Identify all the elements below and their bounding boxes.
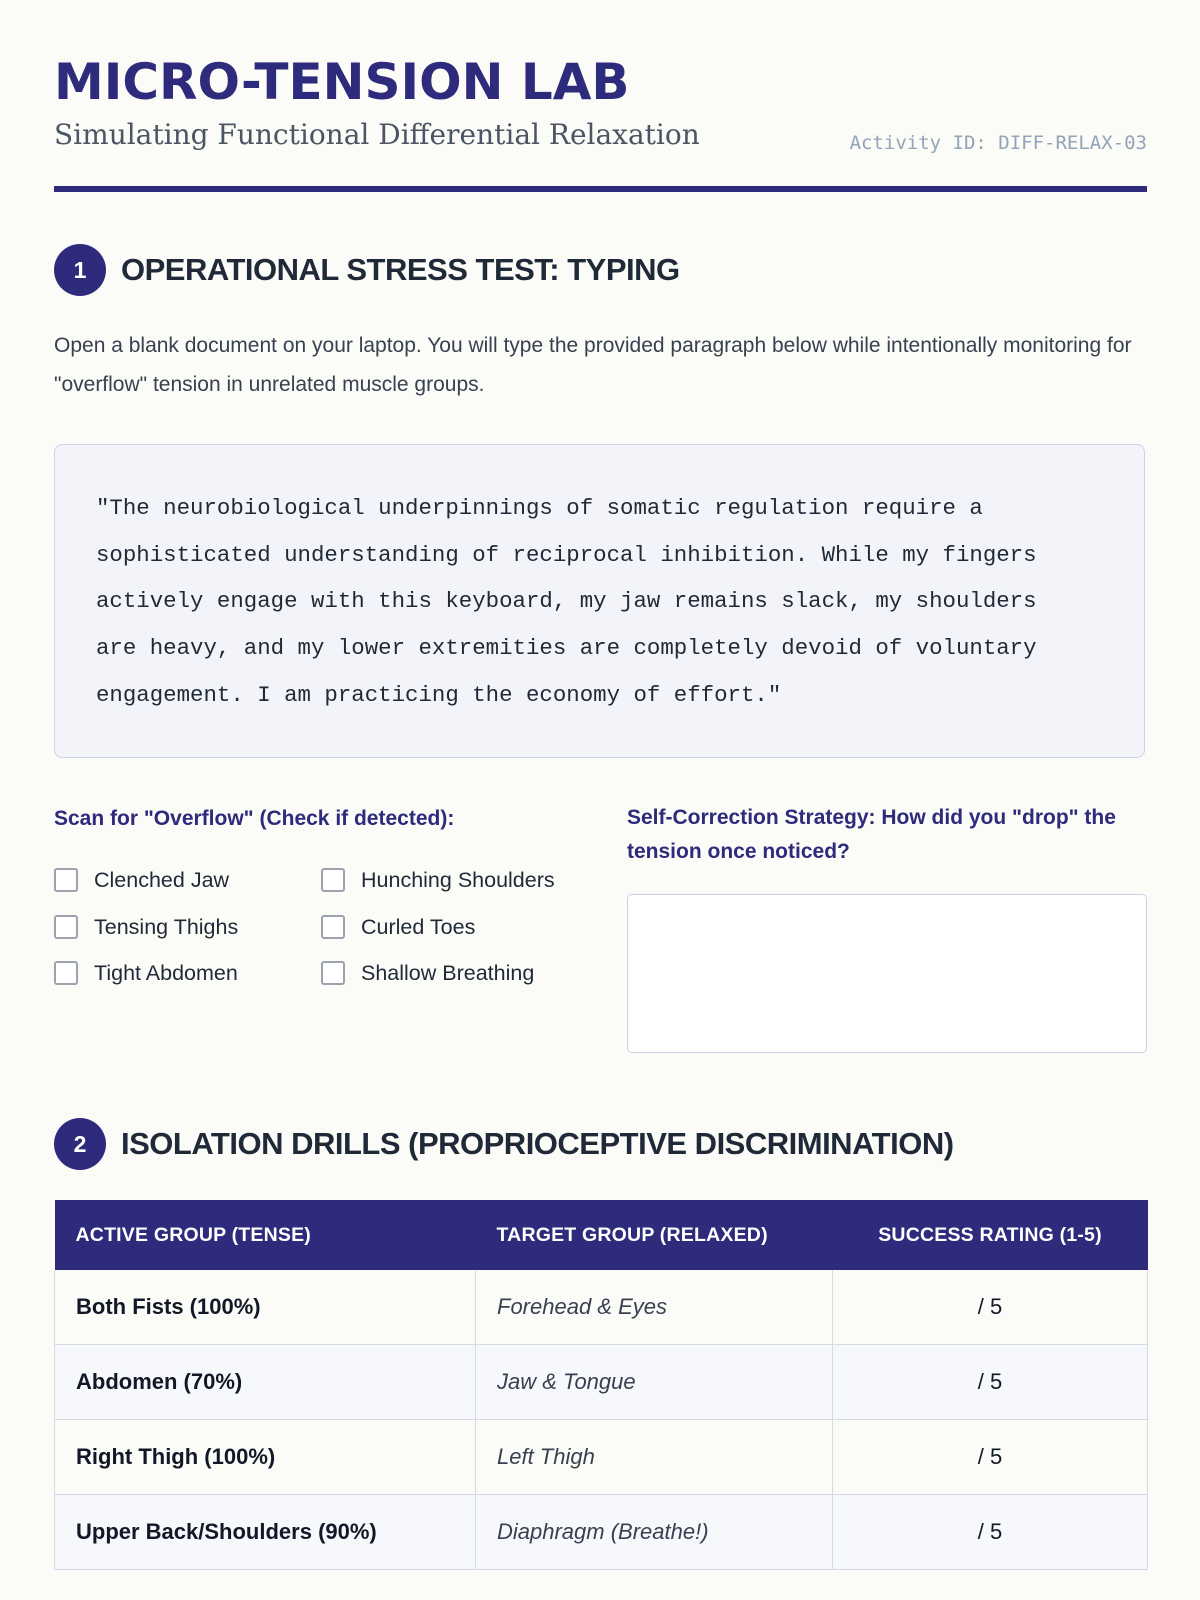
overflow-scan-label: Scan for "Overflow" (Check if detected): — [54, 807, 455, 830]
active-group-cell: Right Thigh (100%) — [55, 1420, 476, 1495]
section-1-heading — [54, 242, 1147, 298]
active-group-cell: Both Fists (100%) — [55, 1270, 476, 1345]
checklist-item-curled-toes[interactable] — [321, 913, 475, 941]
target-group-cell: Jaw & Tongue — [476, 1345, 833, 1420]
table-row — [55, 1420, 1148, 1495]
checklist-item-label: Tight Abdomen — [94, 960, 238, 985]
column-header-active-group: ACTIVE GROUP (TENSE) — [55, 1200, 476, 1270]
isolation-drills-table — [54, 1200, 1148, 1570]
target-group-cell: Diaphragm (Breathe!) — [476, 1495, 833, 1570]
self-correction-label: Self-Correction Strategy: How did you "drop" the tension once noticed? — [627, 806, 1116, 863]
typing-passage — [96, 485, 1104, 719]
checkbox[interactable] — [54, 961, 78, 985]
typing-passage-line: engagement. I am practicing the economy of effort." — [96, 681, 782, 708]
checklist-item-tensing-thighs[interactable] — [54, 913, 238, 941]
checklist-item-label: Shallow Breathing — [361, 960, 535, 985]
section-1-number-badge: 1 — [54, 244, 106, 296]
table-row — [55, 1495, 1148, 1570]
page-title: MICRO-TENSION LAB — [54, 53, 630, 111]
typing-passage-line: are heavy, and my lower extremities are completely devoid of voluntary — [96, 635, 1037, 662]
section-1-instructions: Open a blank document on your laptop. You will type the provided paragraph below while intentionally monitoring for "overflow" tension in unrelated muscle groups. — [54, 334, 1132, 396]
checkbox[interactable] — [54, 868, 78, 892]
typing-passage-line: "The neurobiological underpinnings of somatic regulation require a — [96, 495, 983, 521]
column-header-success-rating: SUCCESS RATING (1-5) — [833, 1200, 1148, 1270]
active-group-cell: Abdomen (70%) — [55, 1345, 476, 1420]
table-header-row — [55, 1200, 1148, 1270]
active-group-cell: Upper Back/Shoulders (90%) — [55, 1495, 476, 1570]
section-2-heading — [54, 1116, 1147, 1172]
success-rating-cell[interactable]: / 5 — [833, 1495, 1148, 1570]
checklist-item-hunching-shoulders[interactable] — [321, 866, 555, 894]
column-header-target-group: TARGET GROUP (RELAXED) — [476, 1200, 833, 1270]
page-header — [54, 50, 1147, 154]
success-rating-cell[interactable]: / 5 — [833, 1420, 1148, 1495]
checklist-item-clenched-jaw[interactable] — [54, 866, 229, 894]
checklist-item-label: Clenched Jaw — [94, 867, 230, 892]
success-rating-cell[interactable]: / 5 — [833, 1345, 1148, 1420]
checklist-item-tight-abdomen[interactable] — [54, 959, 238, 987]
success-rating-cell[interactable]: / 5 — [833, 1270, 1148, 1345]
table-row — [55, 1345, 1148, 1420]
typing-passage-line: actively engage with this keyboard, my jaw remains slack, my shoulders — [96, 588, 1037, 615]
self-correction-input[interactable] — [627, 894, 1147, 1053]
checkbox[interactable] — [321, 868, 345, 892]
table-row — [55, 1270, 1148, 1345]
target-group-cell: Left Thigh — [476, 1420, 833, 1495]
page-subtitle: Simulating Functional Differential Relaxation — [54, 118, 700, 151]
checklist-item-shallow-breathing[interactable] — [321, 959, 534, 987]
header-divider — [54, 186, 1147, 192]
activity-id: Activity ID: DIFF-RELAX-03 — [849, 132, 1147, 154]
section-2-number-badge: 2 — [54, 1118, 106, 1170]
typing-passage-box — [54, 444, 1145, 758]
checkbox[interactable] — [321, 961, 345, 985]
checklist-item-label: Tensing Thighs — [94, 914, 239, 939]
checkbox[interactable] — [54, 915, 78, 939]
target-group-cell: Forehead & Eyes — [476, 1270, 833, 1345]
checklist-item-label: Curled Toes — [361, 914, 476, 939]
typing-passage-line: sophisticated understanding of reciprocal inhibition. While my fingers — [96, 541, 1037, 568]
section-1-title: OPERATIONAL STRESS TEST: TYPING — [121, 252, 680, 287]
checklist-item-label: Hunching Shoulders — [361, 867, 555, 892]
section-2-title: ISOLATION DRILLS (PROPRIOCEPTIVE DISCRIMINATION) — [121, 1126, 954, 1161]
checkbox[interactable] — [321, 915, 345, 939]
